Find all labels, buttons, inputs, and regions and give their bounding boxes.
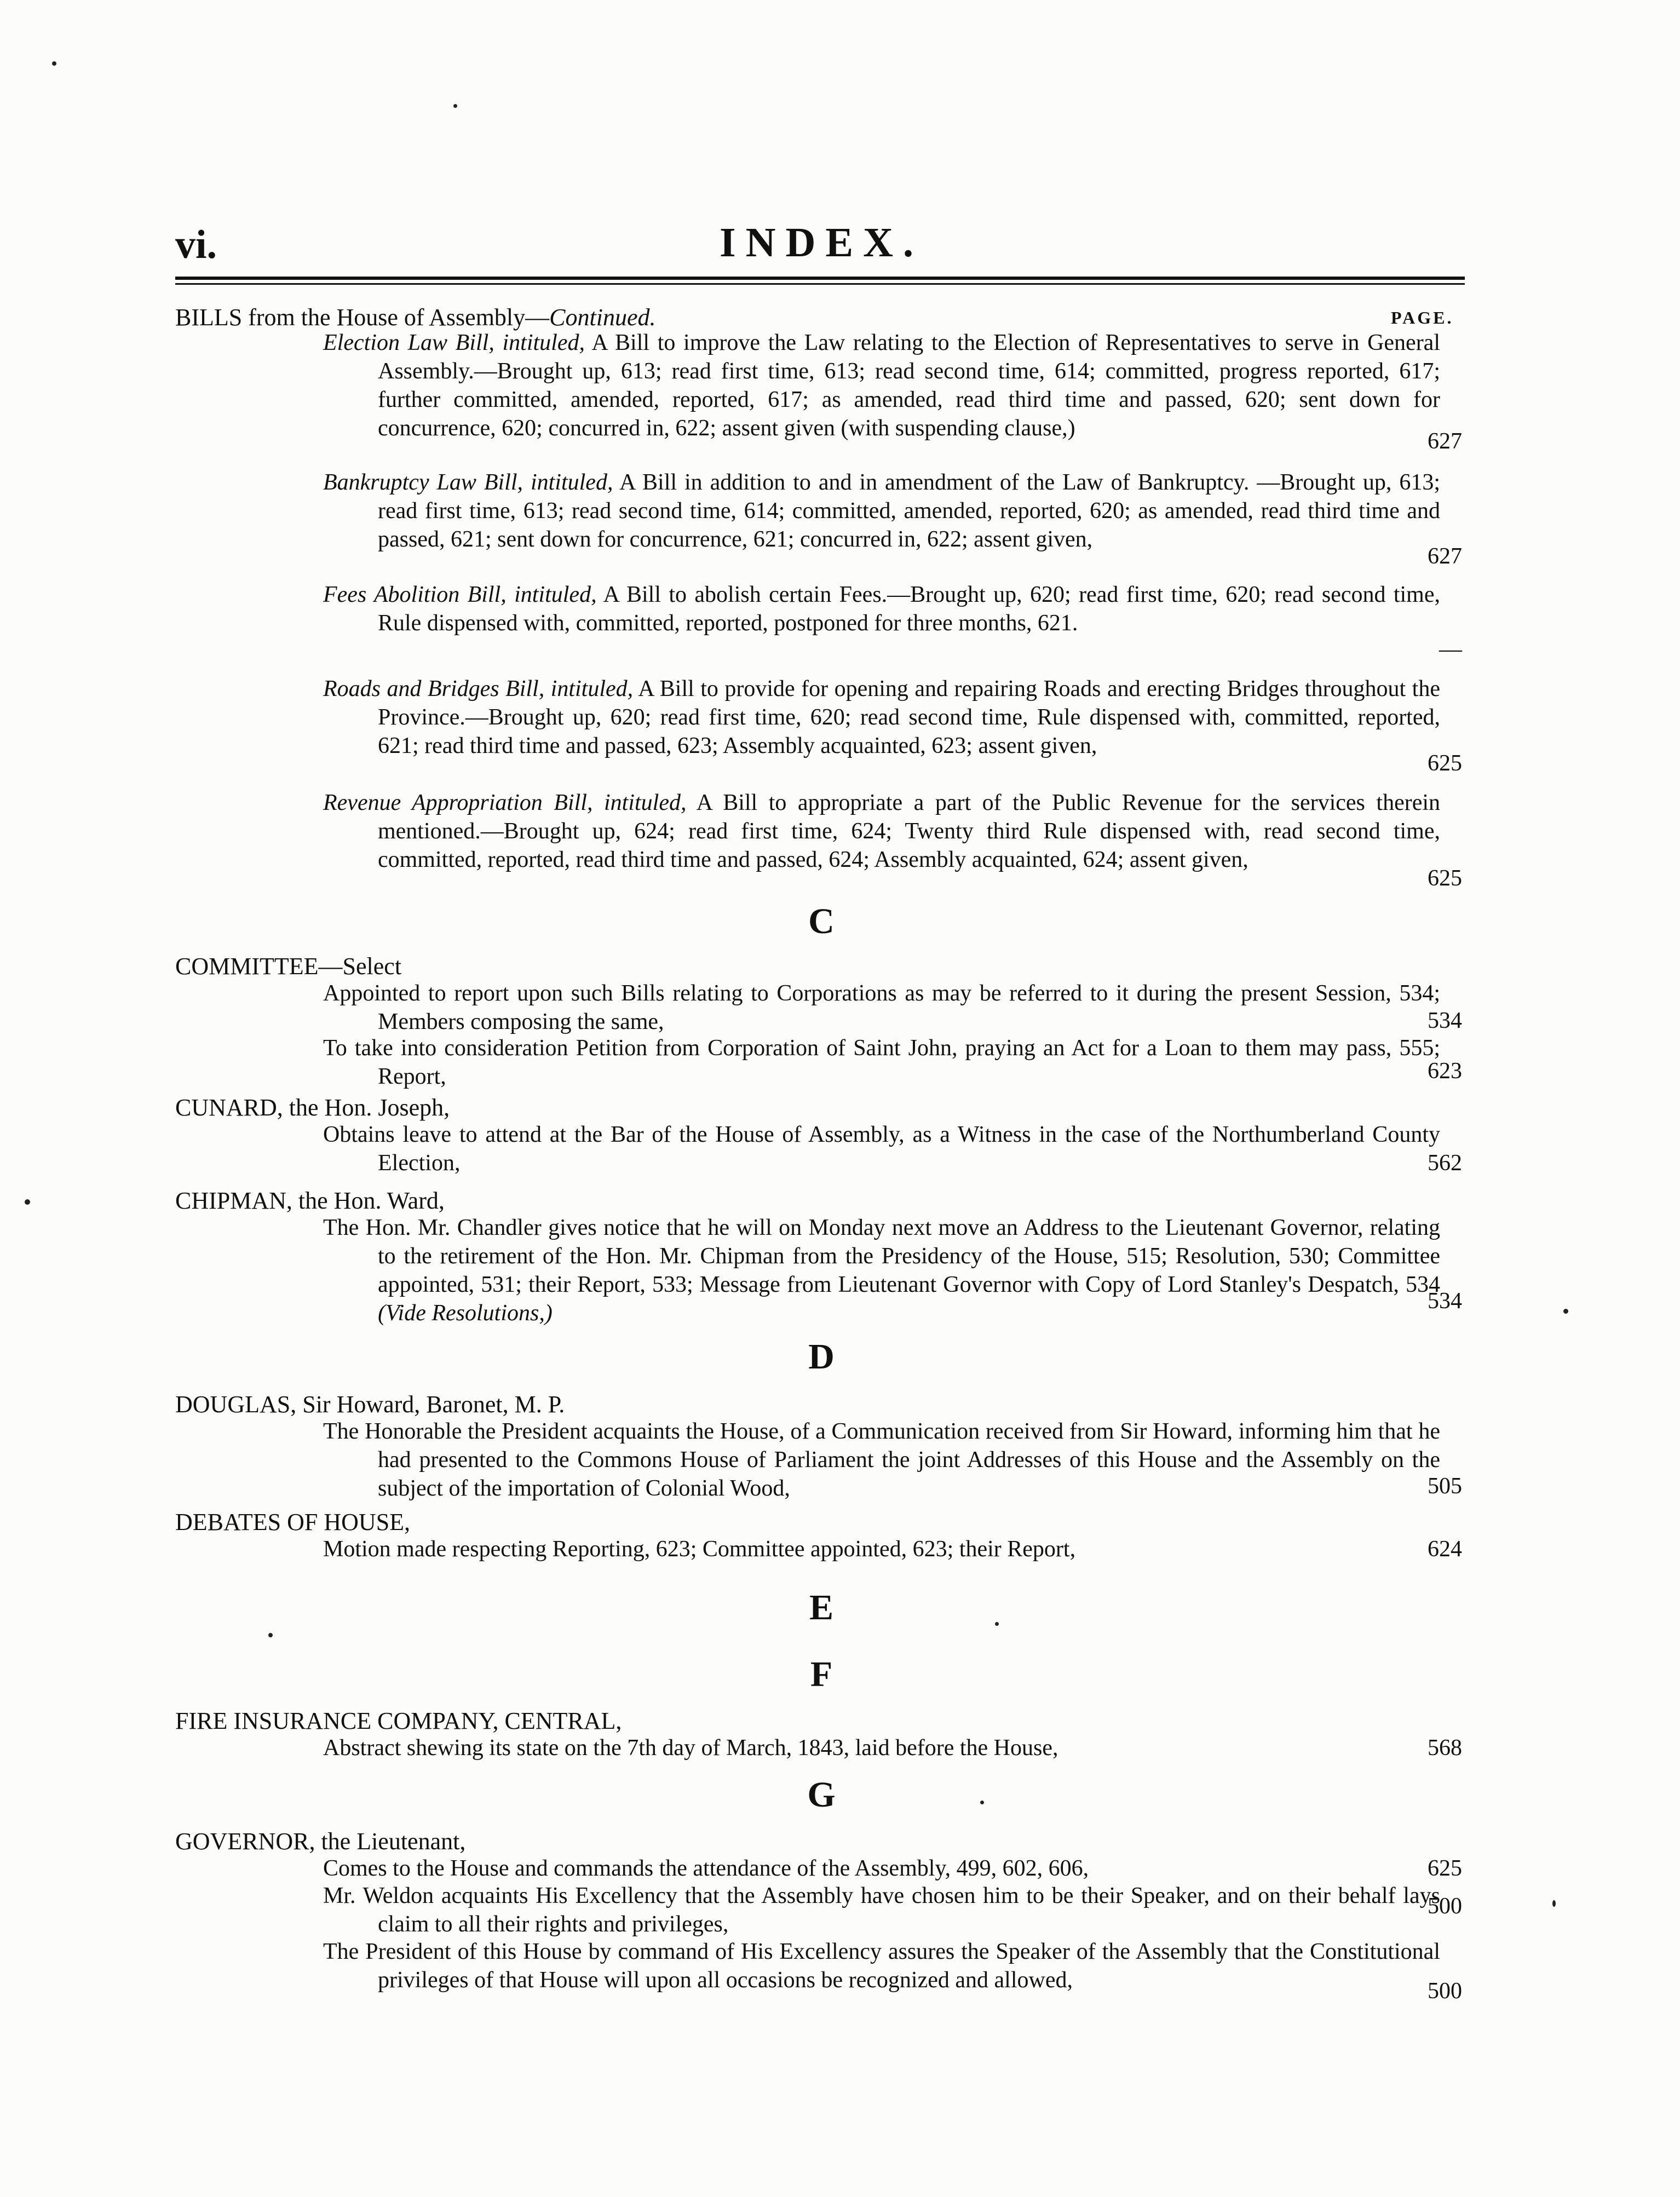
entry-lead: Fees Abolition Bill, intituled, bbox=[323, 582, 597, 607]
section-letter-f: F bbox=[810, 1654, 833, 1694]
chipman-heading: CHIPMAN, the Hon. Ward, bbox=[175, 1187, 445, 1214]
index-entry bbox=[323, 1937, 1440, 1994]
entry-body: The Hon. Mr. Chandler gives notice that he will on Monday next move an Address to the Lieutenant Governor, relating to the retirement of the Hon. Mr. Chipman from the Presidency of the House, 515; Resolution, 530; Committee appointed, 531; their Report, 533; Message from Lieutenant Governor with Copy of Lord Stanley's Despatch, 534 bbox=[323, 1215, 1440, 1297]
entry-body: A Bill to abolish certain Fees.—Brought up, 620; read first time, 620; read second time, Rule dispensed with, committed, reported, postponed for three months, 621. bbox=[378, 582, 1440, 636]
index-entry bbox=[323, 1034, 1440, 1091]
entry-page-number: 625 bbox=[1428, 751, 1462, 776]
entry-body: Mr. Weldon acquaints His Excellency that the Assembly have chosen him to be their Speaker, and on their behalf lays claim to all their rights and privileges, bbox=[323, 1883, 1440, 1937]
governor-heading: GOVERNOR, the Lieutenant, bbox=[175, 1828, 466, 1855]
page-column-label: PAGE. bbox=[1391, 308, 1454, 327]
entry-lead: Roads and Bridges Bill, intituled, bbox=[323, 676, 634, 701]
entry-lead: Revenue Appropriation Bill, intituled, bbox=[323, 790, 687, 815]
index-entry bbox=[323, 1854, 1440, 1883]
header-rule-thick bbox=[175, 277, 1465, 280]
bills-heading-text: BILLS from the House of Assembly— bbox=[175, 304, 550, 331]
cunard-heading: CUNARD, the Hon. Joseph, bbox=[175, 1094, 450, 1121]
entry-body: Abstract shewing its state on the 7th day of March, 1843, laid before the House, bbox=[323, 1735, 1058, 1761]
paper-speck bbox=[52, 61, 56, 66]
entry-page-number: 625 bbox=[1428, 1856, 1462, 1881]
entry-body: The Honorable the President acquaints the House, of a Communication received from Sir Howard, informing him that he had presented to the Commons House of Parliament the joint Addresses of this House and the Assembly on the subject of the importation of Colonial Wood, bbox=[323, 1419, 1440, 1501]
entry-page-number: 623 bbox=[1428, 1059, 1462, 1084]
entry-body: A Bill to improve the Law relating to the Election of Representatives to serve in General Assembly.—Brought up, 613; read first time, 613; read second time, 614; committed, progress reported, 617; further committed, amended, reported, 617; as amended, read third time and passed, 620; sent down for concurrence, 620; concurred in, 622; assent given (with suspending clause,) bbox=[378, 330, 1440, 441]
committee-heading: COMMITTEE—Select bbox=[175, 953, 402, 980]
page-folio: vi. bbox=[175, 222, 217, 267]
douglas-heading: DOUGLAS, Sir Howard, Baronet, M. P. bbox=[175, 1391, 565, 1418]
running-head-title: INDEX. bbox=[720, 220, 923, 266]
bills-heading-continued: Continued. bbox=[549, 304, 656, 331]
entry-body: A Bill to provide for opening and repairing Roads and erecting Bridges throughout the Province.—Brought up, 620; read first time, 620; read second time, Rule dispensed with, committed, reported, 621; read third time and passed, 623; Assembly acquainted, 623; assent given, bbox=[378, 676, 1440, 758]
entry-page-number: 625 bbox=[1428, 866, 1462, 891]
entry-page-number: 500 bbox=[1428, 1894, 1462, 1919]
paper-speck bbox=[980, 1801, 984, 1804]
section-letter-c: C bbox=[808, 901, 835, 941]
entry-lead: Election Law Bill, intituled, bbox=[323, 330, 585, 355]
entry-body: Appointed to report upon such Bills relating to Corporations as may be referred to it during the present Session, 534; Members composing the same, bbox=[323, 981, 1440, 1034]
entry-body: The President of this House by command of His Excellency assures the Speaker of the Assembly that the Constitutional privileges of that House will upon all occasions be recognized and allowed, bbox=[323, 1939, 1440, 1993]
header-rule-thin bbox=[175, 283, 1465, 285]
paper-speck bbox=[453, 104, 457, 108]
index-entry bbox=[323, 1535, 1440, 1563]
entry-page-number: 534 bbox=[1428, 1289, 1462, 1314]
index-entry bbox=[323, 580, 1440, 637]
index-entry bbox=[323, 1213, 1440, 1327]
index-entry bbox=[323, 1882, 1440, 1939]
entry-page-number: 534 bbox=[1428, 1008, 1462, 1033]
section-letter-d: D bbox=[808, 1337, 835, 1377]
entry-page-number: 500 bbox=[1428, 1979, 1462, 2004]
section-letter-e: E bbox=[809, 1588, 834, 1627]
index-entry bbox=[323, 1417, 1440, 1503]
entry-page-number: 562 bbox=[1428, 1151, 1462, 1176]
index-entry bbox=[323, 979, 1440, 1036]
bills-heading bbox=[175, 304, 656, 331]
paper-speck bbox=[1552, 1900, 1556, 1907]
paper-speck bbox=[1563, 1309, 1568, 1314]
section-letter-g: G bbox=[807, 1775, 836, 1815]
index-entry bbox=[323, 675, 1440, 760]
entry-tail: (Vide Resolutions,) bbox=[378, 1301, 553, 1326]
paper-speck bbox=[25, 1199, 30, 1205]
index-entry bbox=[323, 468, 1440, 554]
entry-body: Motion made respecting Reporting, 623; Committee appointed, 623; their Report, bbox=[323, 1537, 1076, 1562]
entry-page-number: 627 bbox=[1428, 544, 1462, 569]
entry-lead: Bankruptcy Law Bill, intituled, bbox=[323, 470, 613, 495]
debates-heading: DEBATES OF HOUSE, bbox=[175, 1509, 411, 1535]
entry-body: Comes to the House and commands the attendance of the Assembly, 499, 602, 606, bbox=[323, 1856, 1089, 1881]
index-entry bbox=[323, 1734, 1440, 1762]
fire-insurance-heading: FIRE INSURANCE COMPANY, CENTRAL, bbox=[175, 1707, 622, 1734]
entry-body: To take into consideration Petition from Corporation of Saint John, praying an Act for a Loan to them may pass, 555; Report, bbox=[323, 1036, 1440, 1089]
index-entry bbox=[323, 329, 1440, 442]
entry-body: A Bill to appropriate a part of the Public Revenue for the services therein mentioned.—Brought up, 624; read first time, 624; Twenty third Rule dispensed with, read second time, committed, reported, read third time and passed, 624; Assembly acquainted, 624; assent given, bbox=[378, 790, 1441, 872]
index-entry bbox=[323, 789, 1440, 874]
entry-body: A Bill in addition to and in amendment of the Law of Bankruptcy. —Brought up, 613; read first time, 613; read second time, 614; committed, amended, reported, 620; as amended, read third time and passed, 621; sent down for concurrence, 621; concurred in, 622; assent given, bbox=[378, 470, 1440, 552]
entry-page-number: 505 bbox=[1428, 1474, 1462, 1499]
entry-page-number: 624 bbox=[1428, 1537, 1462, 1562]
entry-page-number: 627 bbox=[1428, 429, 1462, 454]
paper-speck bbox=[268, 1633, 273, 1637]
entry-page-number: 568 bbox=[1428, 1735, 1462, 1761]
entry-body: Obtains leave to attend at the Bar of the House of Assembly, as a Witness in the case of the Northumberland County Election, bbox=[323, 1122, 1440, 1176]
index-entry bbox=[323, 1120, 1440, 1177]
paper-speck bbox=[995, 1622, 999, 1626]
entry-page-number: — bbox=[1439, 637, 1462, 662]
